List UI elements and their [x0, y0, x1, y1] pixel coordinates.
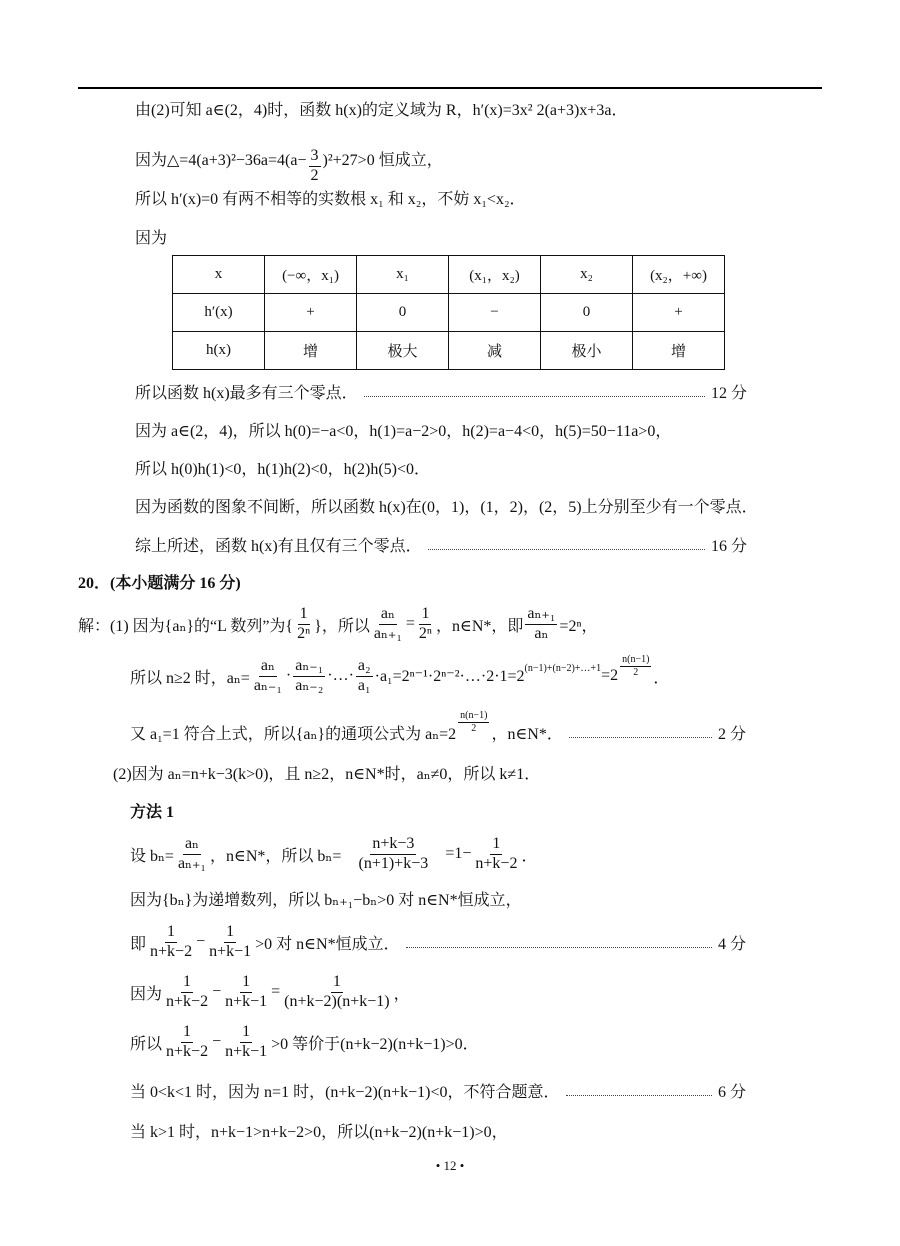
- page-number: • 12 •: [435, 1158, 465, 1173]
- numerator: aₙ₋₁: [293, 657, 325, 676]
- score: 12 分: [710, 384, 747, 402]
- numerator: 1: [331, 973, 343, 992]
- text: 因为{bₙ}为递增数列，所以 bₙ₊₁−bₙ>0 对 n∈N*恒成立，: [130, 891, 522, 909]
- cell: 增: [633, 332, 725, 370]
- numerator: 1: [165, 923, 177, 942]
- cell: +: [633, 294, 725, 332]
- line-because: [135, 224, 167, 248]
- text: ·…·: [327, 667, 354, 684]
- fraction: [223, 973, 269, 1011]
- numerator: n(n−1): [460, 710, 488, 721]
- line-case-k-gt-1: [130, 1118, 508, 1142]
- line-part-2: [113, 760, 540, 784]
- dot-leader: [569, 727, 712, 738]
- text: ·: [285, 667, 292, 684]
- score: 16 分: [710, 537, 747, 555]
- text: >0 等价于(n+k−2)(n+k−1)>0．: [271, 1035, 479, 1053]
- exponent-fraction: [458, 710, 489, 734]
- line-difference: [130, 973, 410, 1010]
- denominator: n+k−1: [225, 992, 268, 1010]
- fraction: [164, 973, 210, 1011]
- fraction: [282, 973, 391, 1011]
- denominator: aₙ₊₁: [177, 854, 206, 872]
- text: 当 k>1 时，n+k−1>n+k−2>0，所以(n+k−2)(n+k−1)>0，: [130, 1123, 508, 1141]
- denominator: n+k−2: [150, 942, 193, 960]
- denominator: aₙ₋₂: [295, 676, 324, 694]
- denominator: (n+k−2)(n+k−1): [284, 992, 390, 1010]
- text: −: [212, 1033, 222, 1050]
- numerator: 1: [224, 923, 236, 942]
- numerator: n+k−3: [370, 835, 416, 854]
- text: 设 bₙ=: [130, 847, 174, 865]
- cell: −: [449, 294, 541, 332]
- fraction: [473, 835, 519, 873]
- line-domain: [135, 96, 627, 120]
- text: −: [196, 933, 206, 950]
- fraction: [252, 657, 284, 695]
- exponent: (n−1)+(n−2)+…+1: [524, 662, 602, 674]
- line-case-k-lt-1: [130, 1078, 746, 1102]
- header-rule: [78, 87, 822, 89]
- fraction: [207, 923, 253, 961]
- cell: h(x): [173, 332, 265, 370]
- cell: (x₂，+∞): [633, 256, 725, 294]
- text: 20．(本小题满分 16 分): [78, 574, 241, 592]
- numerator: 1: [240, 973, 252, 992]
- cell: 极大: [357, 332, 449, 370]
- text: ·a₁=2ⁿ⁻¹·2ⁿ⁻²·…·2·1=2: [374, 668, 525, 685]
- fraction: [164, 1023, 210, 1061]
- fraction: [356, 657, 373, 695]
- fraction: [223, 1023, 269, 1061]
- question-20-heading: [78, 569, 241, 593]
- numerator: aₙ: [379, 605, 397, 624]
- line-define-bn: [130, 835, 538, 872]
- text: >0 对 n∈N*恒成立．: [255, 935, 400, 953]
- text: 因为函数的图象不间断，所以函数 h(x)在(0，1)，(1，2)，(2，5)上分别至少有一个零点．: [135, 498, 758, 516]
- fraction: [293, 657, 325, 695]
- line-continuity: [135, 493, 758, 517]
- fraction: [148, 923, 194, 961]
- dot-leader: [566, 1085, 712, 1096]
- denominator: aₙ₋₁: [253, 676, 282, 694]
- text: −: [212, 983, 222, 1000]
- denominator: 2ⁿ: [418, 624, 432, 642]
- cell: 增: [265, 332, 357, 370]
- fraction: [343, 835, 443, 873]
- monotonicity-table: [172, 255, 725, 370]
- cell: (−∞，x₁): [265, 256, 357, 294]
- numerator: 1: [298, 605, 310, 624]
- text: 解：(1) 因为{aₙ}的“L 数列”为{: [78, 617, 294, 635]
- numerator: 1: [181, 1023, 193, 1042]
- denominator: n+k−1: [209, 942, 252, 960]
- denominator: 2: [310, 166, 319, 184]
- denominator: 2: [471, 722, 477, 734]
- numerator: aₙ₊₁: [525, 605, 557, 624]
- line-conclusion: [135, 532, 747, 556]
- text: 综上所述，函数 h(x)有且仅有三个零点．: [135, 537, 422, 555]
- text: }，所以: [314, 617, 370, 635]
- dot-leader: [364, 386, 705, 397]
- text: ．: [653, 669, 670, 687]
- text: 所以 h′(x)=0 有两不相等的实数根 x₁ 和 x₂，不妨 x₁<x₂．: [135, 190, 526, 208]
- cell: x: [173, 256, 265, 294]
- text: 方法 1: [130, 803, 175, 821]
- score: 6 分: [717, 1083, 746, 1101]
- text: ，n∈N*．: [491, 725, 563, 743]
- text: ，n∈N*，即: [435, 617, 524, 635]
- numerator: aₙ: [183, 835, 201, 854]
- text: 因为△=4(a+3)²−36a=4(a−: [135, 151, 307, 169]
- fraction: [417, 605, 434, 643]
- text: =2ⁿ，: [559, 617, 598, 635]
- cell: 极小: [541, 332, 633, 370]
- cell: h′(x): [173, 294, 265, 332]
- text: 所以 n≥2 时，aₙ=: [130, 669, 250, 687]
- denominator: a₁: [357, 676, 371, 694]
- denominator: n+k−2: [166, 1042, 209, 1060]
- fraction: [295, 605, 312, 643]
- dot-leader: [428, 539, 705, 550]
- method-1-heading: [130, 798, 174, 822]
- cell: 0: [541, 294, 633, 332]
- cell: (x₁，x₂): [449, 256, 541, 294]
- denominator: n+k−2: [475, 854, 518, 872]
- numerator: 1: [419, 605, 431, 624]
- text: 因为 a∈(2，4)，所以 h(0)=−a<0，h(1)=a−2>0，h(2)=a−4<0，h(5)=50−11a>0，: [135, 422, 672, 440]
- cell: +: [265, 294, 357, 332]
- text: =2: [601, 667, 619, 684]
- text: (2)因为 aₙ=n+k−3(k>0)，且 n≥2，n∈N*时，aₙ≠0，所以 k≠1．: [113, 765, 541, 783]
- line-inequality: [130, 923, 746, 960]
- line-equivalent: [130, 1023, 479, 1060]
- numerator: aₙ: [259, 657, 277, 676]
- denominator: aₙ₊₁: [373, 624, 402, 642]
- text: 所以 h(0)h(1)<0，h(1)h(2)<0，h(2)h(5)<0．: [135, 460, 431, 478]
- denominator: n+k−2: [166, 992, 209, 1010]
- dot-leader: [406, 937, 712, 948]
- table-row: [173, 256, 725, 294]
- denominator: (n+1)+k−3: [358, 854, 429, 872]
- table-row: [173, 294, 725, 332]
- text: 当 0<k<1 时，因为 n=1 时，(n+k−2)(n+k−1)<0，不符合题意．: [130, 1083, 560, 1101]
- cell: x₁: [357, 256, 449, 294]
- text: ，n∈N*，所以 bₙ=: [210, 847, 342, 865]
- fraction: [176, 835, 208, 873]
- line-general-term: [130, 710, 746, 744]
- text: 即: [130, 935, 147, 953]
- line-values: [135, 417, 671, 441]
- text: =: [271, 983, 281, 1000]
- numerator: a₂: [356, 657, 373, 676]
- line-increasing: [130, 886, 522, 910]
- numerator: 1: [181, 973, 193, 992]
- line-three-zeros: [135, 379, 747, 403]
- numerator: n(n−1): [622, 654, 650, 665]
- text: 由(2)可知 a∈(2，4)时，函数 h(x)的定义域为 R，h′(x)=3x² 2(a+3)x+3a．: [135, 101, 628, 119]
- text: =1−: [445, 845, 472, 862]
- denominator: 2ⁿ: [297, 624, 311, 642]
- text: 所以函数 h(x)最多有三个零点．: [135, 384, 358, 402]
- cell: 减: [449, 332, 541, 370]
- text: 因为: [135, 229, 168, 247]
- line-product-formula: [130, 654, 670, 694]
- cell: 0: [357, 294, 449, 332]
- text: 又 a₁=1 符合上式，所以{aₙ}的通项公式为 aₙ=2: [130, 725, 457, 743]
- text: 所以: [130, 1035, 163, 1053]
- text: )²+27>0 恒成立，: [322, 151, 443, 169]
- fraction: [309, 147, 321, 185]
- score: 4 分: [717, 935, 746, 953]
- text: =: [405, 615, 415, 632]
- denominator: aₙ: [534, 624, 549, 642]
- denominator: n+k−1: [225, 1042, 268, 1060]
- text: 因为: [130, 985, 163, 1003]
- text: ，: [393, 985, 410, 1003]
- line-roots: [135, 185, 526, 209]
- score: 2 分: [717, 725, 746, 743]
- fraction: [525, 605, 557, 643]
- numerator: 1: [240, 1023, 252, 1042]
- line-discriminant: [135, 146, 443, 184]
- exponent-fraction: [620, 654, 651, 678]
- numerator: 1: [490, 835, 502, 854]
- line-solution-1: [78, 605, 598, 642]
- fraction: [372, 605, 404, 643]
- denominator: 2: [633, 666, 639, 678]
- text: ．: [521, 847, 538, 865]
- table-row: [173, 332, 725, 370]
- numerator: 3: [309, 147, 321, 166]
- line-products: [135, 455, 430, 479]
- cell: x₂: [541, 256, 633, 294]
